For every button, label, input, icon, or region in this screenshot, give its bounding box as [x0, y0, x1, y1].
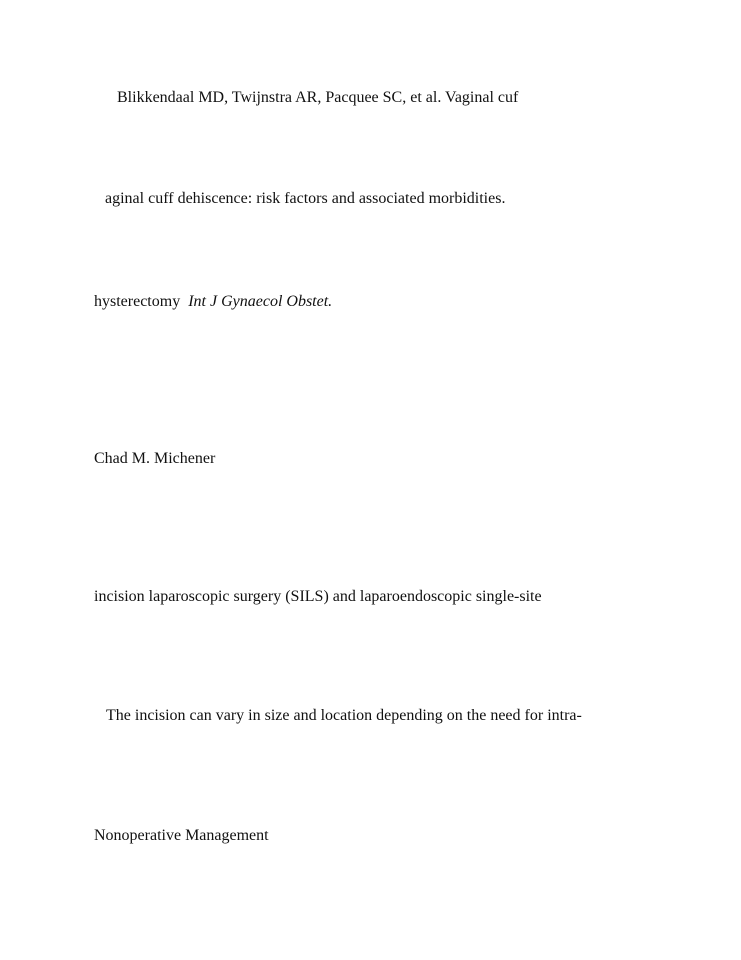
reference-text: hysterectomy: [94, 293, 181, 310]
section-heading: Nonoperative Management: [94, 827, 269, 844]
author-name: Chad M. Michener: [94, 450, 216, 467]
reference-line-journal: [94, 292, 332, 312]
body-text-line-2: The incision can vary in size and location depending on the need for intra-: [106, 707, 582, 724]
reference-line-title: aginal cuff dehiscence: risk factors and associated morbidities.: [105, 190, 506, 207]
reference-line-authors: Blikkendaal MD, Twijnstra AR, Pacquee SC, et al. Vaginal cuf: [117, 89, 519, 106]
body-text-line: incision laparoscopic surgery (SILS) and laparoendoscopic single-site: [94, 588, 542, 605]
journal-name: Int J Gynaecol Obstet.: [188, 293, 333, 310]
